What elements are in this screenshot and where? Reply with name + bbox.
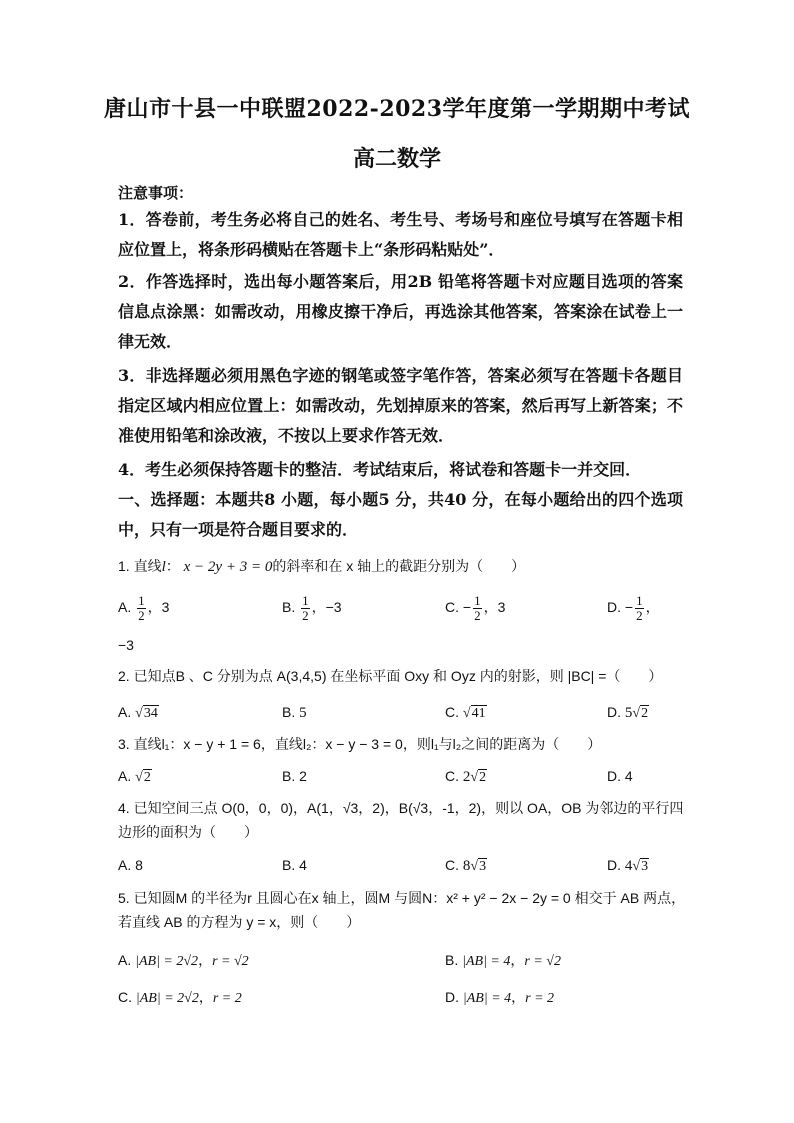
question-2-option-c: C. √41: [445, 704, 486, 721]
question-1-option-b: B. $\frac{1}{2}$ ，−3: [282, 593, 342, 623]
question-5-option-a: A. |AB| = 2√2，r = √2: [118, 952, 249, 969]
question-5-stem: 5. 已知圆M 的半径为r 且圆心在x 轴上，圆M 与圆N：x² + y² − 2x − 2y = 0 相交于 AB 两点，若直线 AB 的方程为 y = x，则（ ）: [118, 890, 686, 930]
question-4-option-a: A. 8: [118, 857, 143, 873]
question-1-option-a: A. $\frac{1}{2}$ ，3: [118, 593, 170, 623]
question-1-option-d: D. − $\frac{1}{2}$ ，: [607, 593, 660, 623]
question-4-option-b: B. 4: [282, 857, 307, 873]
notice-item-4: 4．考生必须保持答题卡的整洁．考试结束后，将试卷和答题卡一并交回．: [118, 460, 642, 479]
question-3-option-d: D. 4: [607, 768, 633, 784]
section-heading: 一、选择题：本题共8 小题，每小题5 分，共40 分，在每小题给出的四个选项中，只有一项是符合题目要求的．: [118, 490, 683, 539]
question-2-option-a: A. √34: [118, 704, 158, 721]
notice-heading: 注意事项：: [118, 184, 194, 202]
fraction: $\frac{1}{2}$: [138, 593, 145, 623]
question-1-option-d-wrap: −3: [118, 637, 134, 653]
question-4-option-c: C. 8√3: [445, 857, 487, 874]
question-2-option-d: D. 5√2: [607, 704, 649, 721]
question-2-option-b: B. 5: [282, 704, 307, 721]
question-3-option-a: A. √2: [118, 768, 151, 785]
question-1-stem: 1. 直线l： x − 2y + 3 = 0的斜率和在 x 轴上的截距分别为（ ）: [118, 558, 526, 575]
notice-item-2: 2．作答选择时，选出每小题答案后，用2B 铅笔将答题卡对应题目选项的答案信息点涂黑：如需改动，用橡皮擦干净后，再选涂其他答案，答案涂在试卷上一律无效．: [118, 272, 683, 351]
question-5-option-d: D. |AB| = 4，r = 2: [445, 989, 555, 1006]
question-3-stem: 3. 直线l₁：x − y + 1 = 6，直线l₂：x − y − 3 = 0，则l₁与l₂之间的距离为（ ）: [118, 736, 602, 752]
exam-subject: 高二数学: [352, 146, 441, 172]
question-5-option-c: C. |AB| = 2√2，r = 2: [118, 989, 242, 1006]
question-3-option-c: C. 2√2: [445, 768, 487, 785]
question-1-option-c: C. − $\frac{1}{2}$ ，3: [445, 593, 506, 623]
fraction: $\frac{1}{2}$: [474, 593, 481, 623]
question-4-option-d: D. 4√3: [607, 857, 649, 874]
fraction: $\frac{1}{2}$: [636, 593, 643, 623]
question-4-stem: 4. 已知空间三点 O(0，0，0)，A(1，√3，2)，B(√3，-1，2)，则以 OA，OB 为邻边的平行四边形的面积为（ ）: [118, 800, 684, 840]
question-5-option-b: B. |AB| = 4，r = √2: [445, 952, 561, 969]
notice-item-1: 1．答卷前，考生务必将自己的姓名、考生号、考场号和座位号填写在答题卡相应位置上，将条形码横贴在答题卡上“条形码粘贴处”．: [118, 210, 683, 259]
exam-title: 唐山市十县一中联盟2022-2023学年度第一学期期中考试: [103, 96, 691, 122]
fraction: $\frac{1}{2}$: [302, 593, 309, 623]
question-2-stem: 2. 已知点B 、C 分别为点 A(3,4,5) 在坐标平面 Oxy 和 Oyz 内的射影，则 |BC| =（ ）: [118, 668, 663, 684]
question-3-option-b: B. 2: [282, 768, 307, 784]
notice-item-3: 3．非选择题必须用黑色字迹的钢笔或签字笔作答，答案必须写在答题卡各题目指定区域内相应位置上：如需改动，先划掉原来的答案，然后再写上新答案；不准使用铅笔和涂改液，不按以上要求作答无效．: [118, 366, 683, 445]
